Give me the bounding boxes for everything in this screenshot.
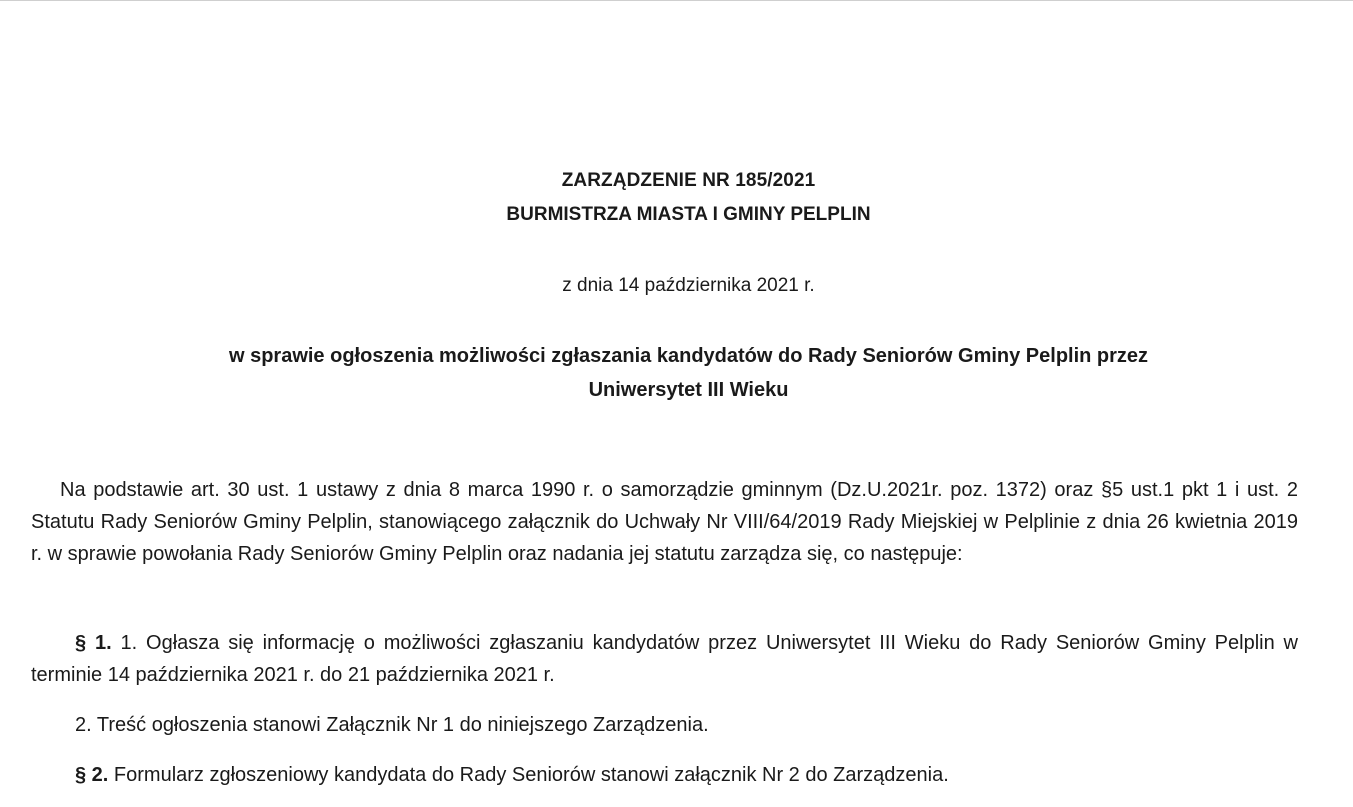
section-1-paragraph [31, 627, 1298, 691]
section-1-text: 1. Ogłasza się informację o możliwości zgłaszaniu kandydatów przez Uniwersytet III Wieku do Rady Seniorów Gminy Pelplin w terminie 14 października 2021 r. do 21 października 2021 r. [31, 632, 1298, 686]
legal-basis-paragraph: Na podstawie art. 30 ust. 1 ustawy z dnia 8 marca 1990 r. o samorządzie gminnym (Dz.U.2021r. poz. 1372) oraz §5 ust.1 pkt 1 i ust. 2 Statutu Rady Seniorów Gminy Pelplin, stanowiącego załącznik do Uchwały Nr VIII/64/2019 Rady Miejskiej w Pelplinie z dnia 26 kwietnia 2019 r. w sprawie powołania Rady Seniorów Gminy Pelplin oraz nadania jej statutu zarządza się, co następuje: [31, 479, 1298, 565]
document-title-line2: BURMISTRZA MIASTA I GMINY PELPLIN [506, 204, 871, 225]
document-date: z dnia 14 października 2021 r. [562, 275, 815, 296]
document-subject-line1: w sprawie ogłoszenia możliwości zgłaszania kandydatów do Rady Seniorów Gminy Pelplin przez [228, 345, 1149, 367]
document-subject-line2: Uniwersytet III Wieku [588, 379, 789, 401]
section-1-point-2: 2. Treść ogłoszenia stanowi Załącznik Nr 1 do niniejszego Zarządzenia. [75, 714, 709, 736]
section-2-label: § 2. [75, 764, 109, 786]
section-1-label: § 1. [75, 632, 112, 654]
document-title-line1: ZARZĄDZENIE NR 185/2021 [561, 170, 816, 191]
section-2-paragraph [75, 759, 1315, 791]
section-2-text: Formularz zgłoszeniowy kandydata do Rady Seniorów stanowi załącznik Nr 2 do Zarządzenia. [108, 764, 949, 786]
